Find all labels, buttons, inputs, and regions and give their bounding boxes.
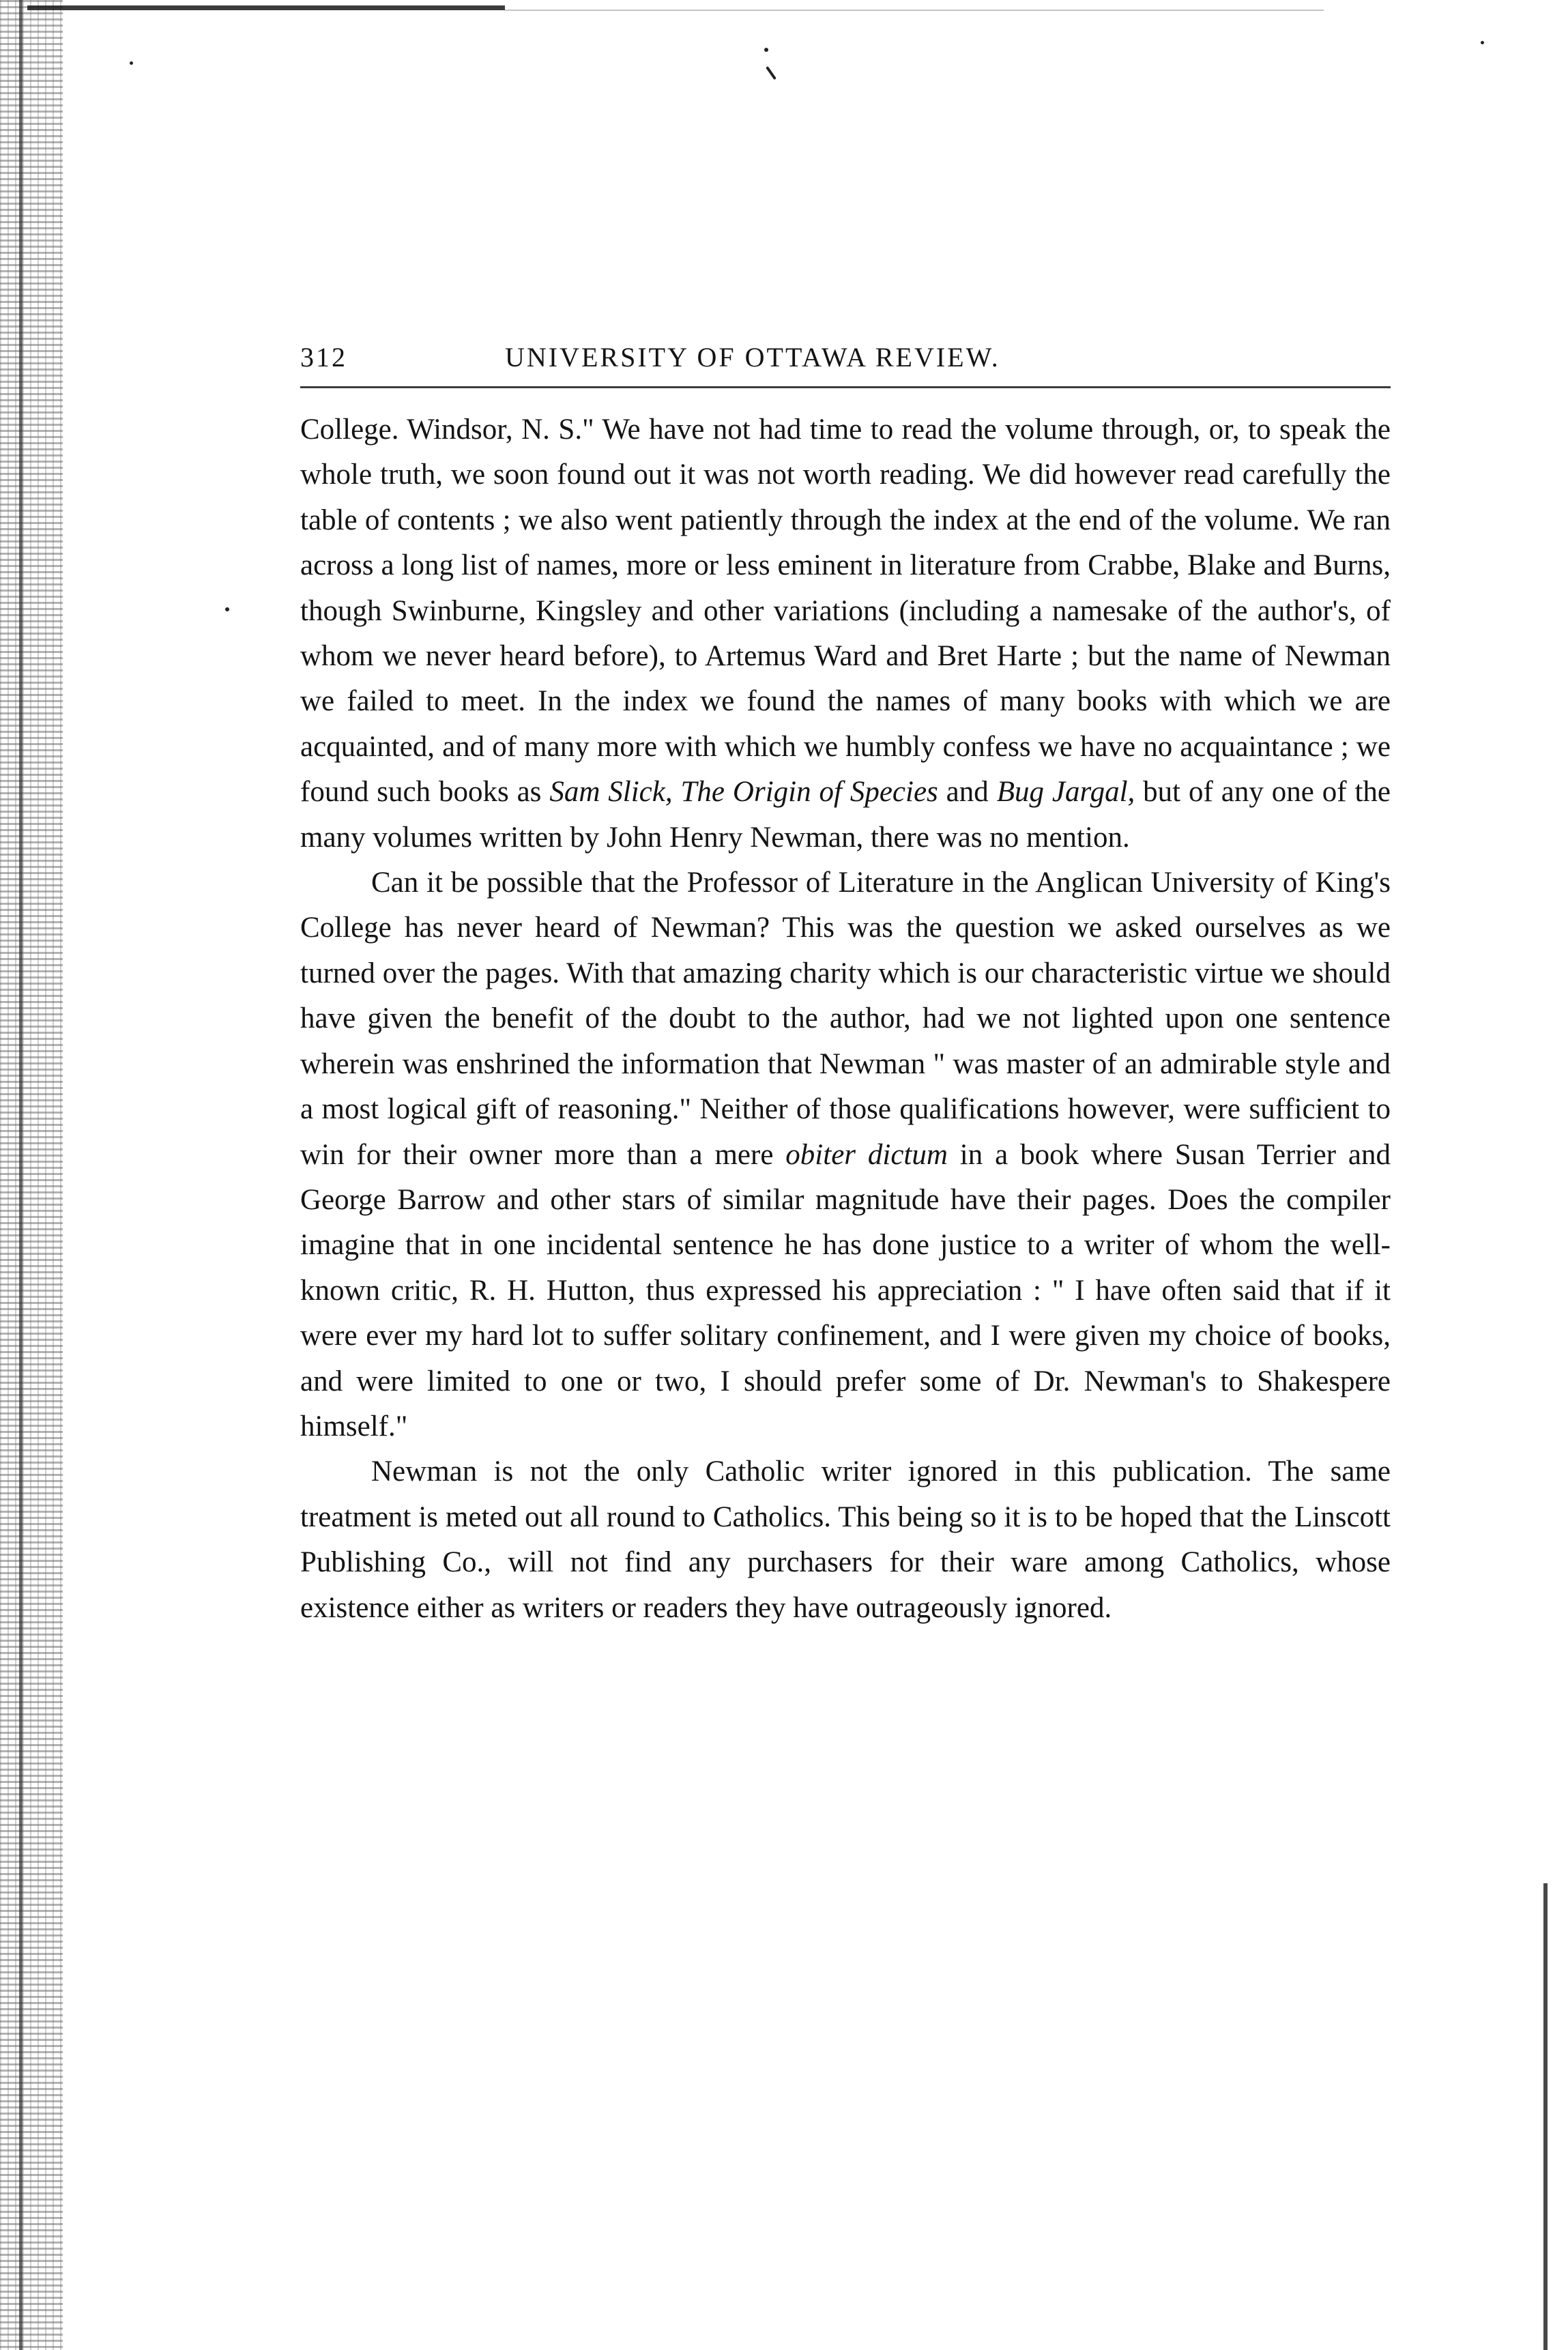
scanned-binding-edge [0,0,63,2350]
scan-speck [225,607,229,611]
binding-line [19,0,23,2350]
paragraph-3 [300,1449,1391,1631]
paragraph-2-end: in a book where Susan Terrier and George Barrow and other stars of similar magnitude have their pages. Does the compiler imagine that in one incidental sentence he has done justice to a writer of whom the well-known critic, R. H. Hutton, thus expressed his appreciation : " I have often said that if it were ever my hard lot to suffer solitary confinement, and I were given my choice of books, and were limited to one or two, I should prefer some of Dr. Newman's to Shakespere himself." [300,1138,1391,1442]
paragraph-3-text: Newman is not the only Catholic writer ignored in this publication. The same treatment is meted out all round to Catholics. This being so it is to be hoped that the Linscott Publishing Co., will not find any purchasers for their ware among Catholics, whose existence either as writers or readers they have outrageously ignored. [300,1455,1391,1624]
scan-speck [130,61,133,65]
article-body [300,407,1391,1631]
phrase-obiter-dictum: obiter dictum [785,1138,948,1171]
paragraph-1-space [673,776,681,808]
journal-title: UNIVERSITY OF OTTAWA REVIEW. [505,342,1000,373]
paragraph-1-and: and [938,776,997,809]
page-number: 312 [300,342,347,373]
paragraph-1-text: College. Windsor, N. S." We have not had time to read the volume through, or, to speak the whole truth, we soon found out it was not worth reading. We did however read carefully the table of contents ; we also went patiently through the index at the end of the volume. We ran across a long list of names, more or less eminent in literature from Crabbe, Blake and Burns, though Swinburne, Kingsley and other variations (including a namesake of the author's, of whom we never heard before), to Artemus Ward and Bret Harte ; but the name of Newman we failed to meet. In the index we found the names of many books with which we are acquainted, and of many more with which we humbly confess we have no acquaintance ; we found such books as [300,414,1391,809]
paragraph-1 [300,407,1391,860]
running-head [300,341,1391,382]
scan-right-edge-mark [1543,1883,1548,2350]
title-sam-slick: Sam Slick, [549,776,673,809]
scan-top-mark [27,5,505,10]
paragraph-2-text: Can it be possible that the Professor of Literature in the Anglican University of King's College has never heard of Newman? This was the question we asked ourselves as we turned over the pages. With that amazing charity which is our characteristic virtue we should have given the benefit of the doubt to the author, had we not lighted upon one sentence wherein was enshrined the information that Newman " was master of an admirable style and a most logical gift of reasoning." Neither of those qualifications however, were sufficient to win for their owner more than a mere [300,867,1391,1171]
scan-speck [766,66,776,80]
paragraph-1-end: but of any one of the many volumes written by John Henry Newman, there was no mention. [300,776,1391,854]
header-rule [300,386,1391,388]
title-origin-of-species: The Origin of Species [680,776,938,809]
scan-top-faint-line [505,10,1324,11]
page-content [300,341,1391,1631]
title-bug-jargal: Bug Jargal, [996,776,1135,809]
scan-speck [1481,41,1484,44]
paragraph-2 [300,860,1391,1449]
scan-speck [764,48,768,52]
